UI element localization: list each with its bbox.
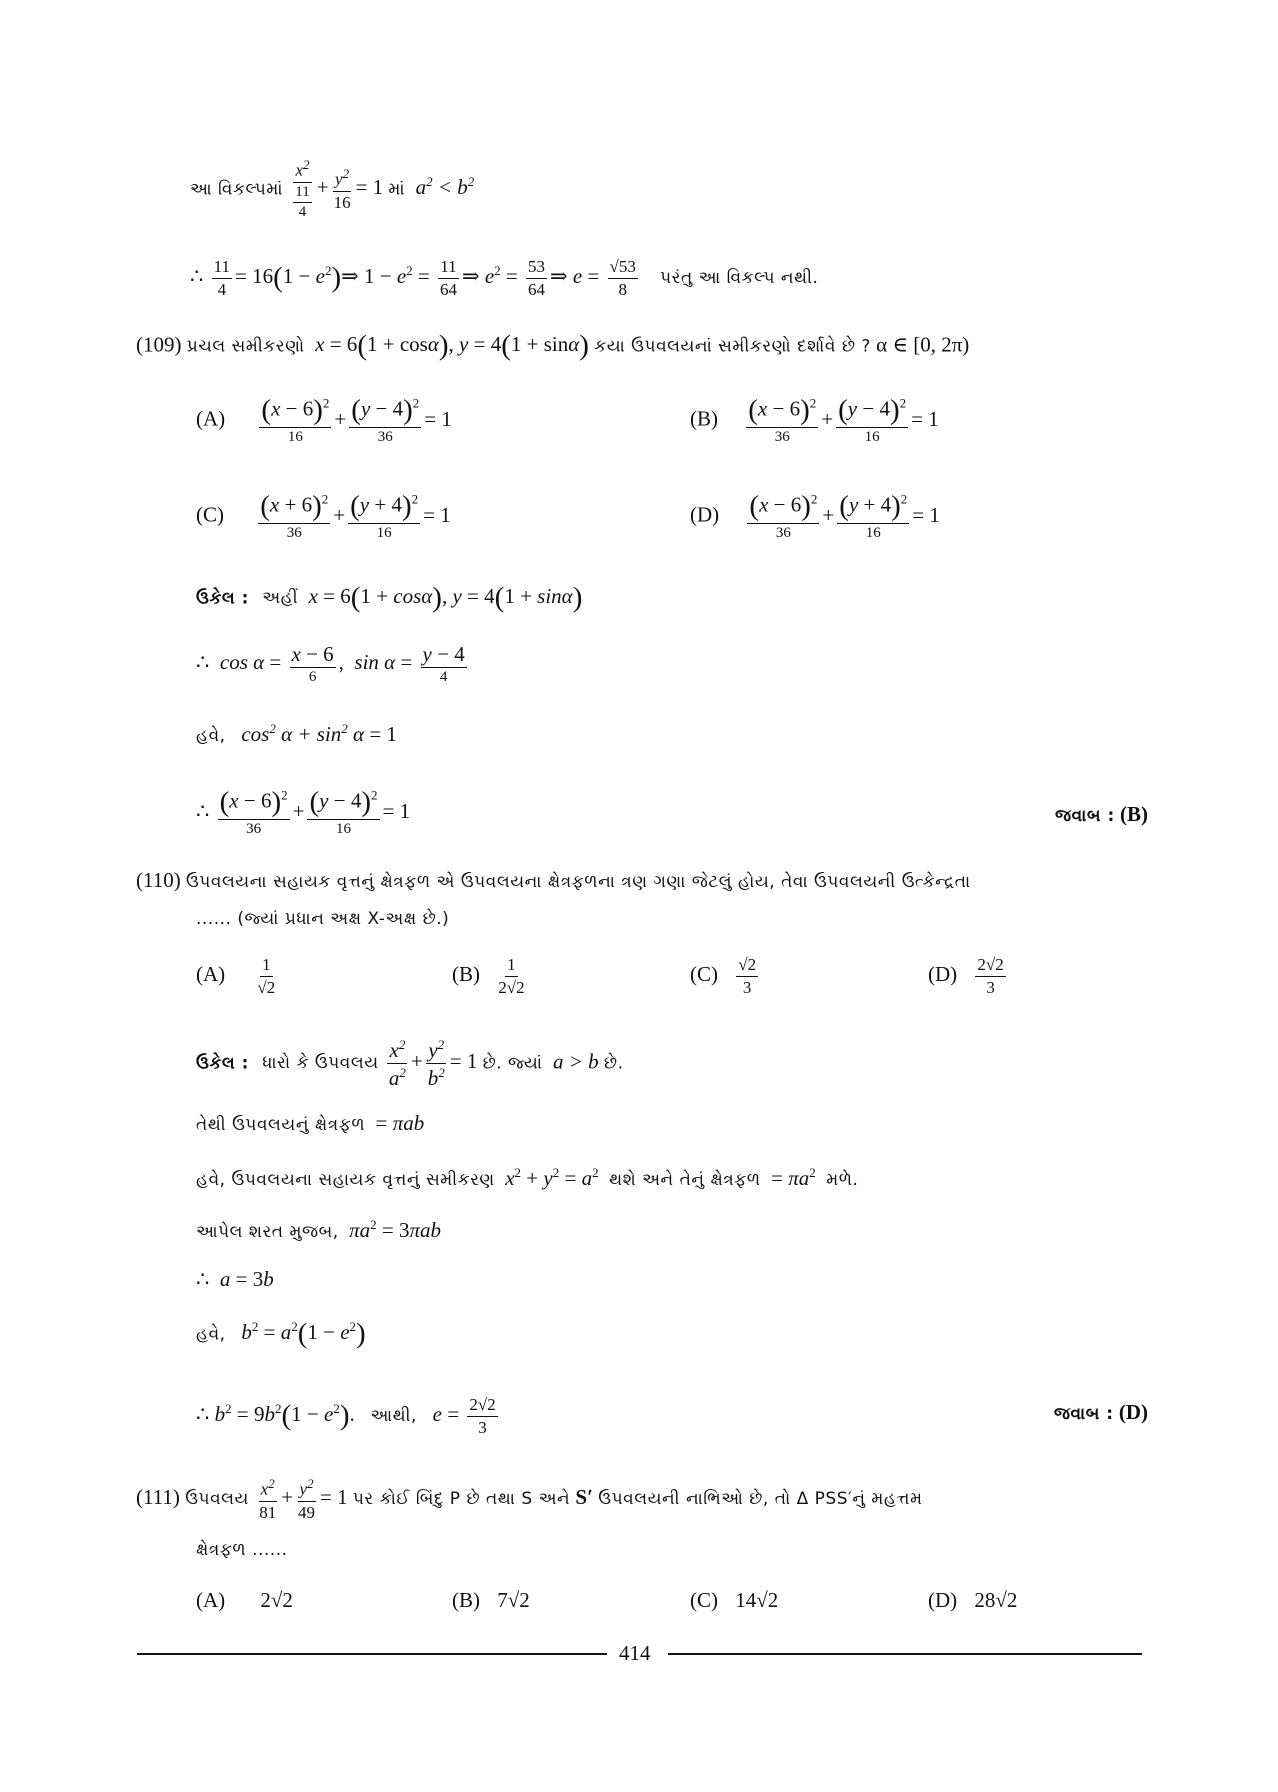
q109-solution-label: ઉકેલ : <box>196 588 249 609</box>
q111-option-c-value: 14√2 <box>735 1588 779 1612</box>
q109-stem <box>136 332 969 361</box>
q110-sol-6: હવે, <box>196 1324 226 1345</box>
q110-sol-7: આથી, <box>370 1406 417 1427</box>
q110-answer <box>1054 1400 1148 1425</box>
q110-option-a-math: $\frac{1}{√2}$ <box>257 955 276 997</box>
q110-text-1: ઉપવલયના સહાયક વૃત્તનું ક્ષેત્રફળ એ ઉપવલયના ક્ષેત્રફળના ત્રણ ગણા જેટલું હોય, તેવા ઉપવલયની ઉત્કેન્દ્રતા <box>185 872 971 892</box>
q109-option-b-label: (B) <box>690 406 718 431</box>
q110-sol-2: તેથી ઉપવલયનું ક્ષેત્રફળ <box>196 1115 366 1135</box>
q110-sol-1-eq: $\frac{x^2}{a^2}$ + $\frac{y^2}{b^2}$ = 1 <box>388 1037 478 1091</box>
q110-text-2: ...... (જ્યાં પ્રધાન અક્ષ X-અક્ષ છે.) <box>196 909 450 929</box>
q109-option-b-math: $\frac{(x - 6)^2}{36}$ + $\frac{(y - 4)^2}{16}$ = 1 <box>748 394 939 445</box>
q110-sol-1-cond: a > b <box>547 1049 599 1074</box>
q110-sol-1a: ધારો કે ઉપવલય <box>262 1053 379 1074</box>
q109-answer-value: (B) <box>1120 802 1148 826</box>
q109-lead: પ્રચલ સમીકરણો <box>186 336 305 357</box>
q111-s-prime: S′ <box>575 1484 594 1509</box>
q109-number: (109) <box>136 332 182 357</box>
q109-answer <box>1055 802 1148 827</box>
q109-option-a-label: (A) <box>196 406 226 431</box>
q110-sol-1c: છે. <box>603 1053 624 1074</box>
q110-stem-line-2 <box>196 907 449 928</box>
q111-mid2: ઉપવલયની નાભિઓ છે, તો Δ PSS′નું મહત્તમ <box>598 1488 923 1509</box>
q109-now-label: હવે, <box>196 726 226 746</box>
top-line-1-math: $\frac{x^2}{\frac{11}{4}}$ + $\frac{y^2}{16}$ = 1 <box>295 157 389 221</box>
q111-equation: $\frac{x^2}{81}$ + $\frac{y^2}{49}$ = 1 <box>259 1476 348 1522</box>
q111-stem-line-1 <box>136 1477 923 1521</box>
q111-option-a-label: (A) <box>196 1588 226 1612</box>
q110-sol-7-result: e = $\frac{2√2}{3}$ <box>432 1395 496 1437</box>
q111-option-a <box>196 1588 293 1613</box>
q109-solution-here: અહીં <box>262 588 299 609</box>
q109-solution-line-4 <box>196 788 410 838</box>
q110-solution-line-6 <box>196 1320 366 1349</box>
q109-option-a <box>196 396 452 446</box>
q109-option-d <box>690 492 940 542</box>
q109-option-a-math: $\frac{(x - 6)^2}{16}$ + $\frac{(y - 4)^2}{36}$ = 1 <box>261 394 452 445</box>
q110-sol-3-eq: $x^2 + y^2 = a^2$ <box>505 1165 599 1190</box>
q110-option-d-label: (D) <box>928 962 958 987</box>
q110-solution-line-7 <box>196 1396 501 1437</box>
q111-mid: પર કોઈ બિંદુ P છે તથા S અને <box>352 1488 571 1509</box>
q110-option-b-label: (B) <box>452 962 480 987</box>
q110-option-a-label: (A) <box>196 962 226 987</box>
q109-option-d-math: $\frac{(x - 6)^2}{36}$ + $\frac{(y + 4)^2}{16}$ = 1 <box>749 490 940 541</box>
q110-sol-2-eq: = πab <box>370 1111 425 1135</box>
q109-option-c <box>196 492 451 542</box>
q111-option-b-value: 7√2 <box>497 1588 530 1612</box>
footer-rule-left <box>137 1653 607 1655</box>
q111-option-b <box>452 1588 530 1613</box>
q110-sol-3a: હવે, ઉપવલયના સહાયક વૃત્તનું સમીકરણ <box>196 1170 495 1190</box>
q110-solution-line-3 <box>196 1166 858 1189</box>
q110-option-d-math: $\frac{2√2}{3}$ <box>977 955 1004 997</box>
q110-answer-value: (D) <box>1118 1400 1148 1424</box>
q110-sol-5-eq: ∴ a = 3b <box>196 1267 274 1291</box>
q109-solution-eq: x = 6(1 + cosα), y = 4(1 + sinα) <box>308 582 583 614</box>
q111-option-b-label: (B) <box>452 1588 480 1612</box>
q110-solution-line-2 <box>196 1113 424 1134</box>
top-line-1-mid: માં <box>388 179 406 200</box>
q110-option-c-label: (C) <box>690 962 718 987</box>
q109-solution-line-2 <box>196 643 470 686</box>
q110-solution-line-5 <box>196 1269 274 1290</box>
q110-option-b <box>452 956 530 997</box>
q110-sol-3-area: = $\pi a^2$ <box>765 1165 816 1190</box>
q110-option-c <box>690 956 761 997</box>
q110-sol-4: આપેલ શરત મુજબ, <box>196 1222 339 1242</box>
q109-equations: x = 6(1 + cosα), y = 4(1 + sinα) <box>315 330 589 362</box>
q109-option-c-label: (C) <box>196 502 224 527</box>
q110-sol-7-eq: ∴ $b^2 = 9b^2(1 - e^2)$. <box>196 1399 366 1432</box>
q109-option-c-math: $\frac{(x + 6)^2}{36}$ + $\frac{(y + 4)^2}{16}$ = 1 <box>260 490 451 541</box>
page-number: 414 <box>619 1641 651 1665</box>
q111-option-a-value: 2√2 <box>260 1588 293 1612</box>
q109-solution-line-3 <box>196 722 397 745</box>
q111-option-d <box>928 1588 1017 1613</box>
q109-mid: કયા ઉપવલયનાં સમીકરણો દર્શાવે છે ? <box>594 336 871 357</box>
q109-option-b <box>690 396 939 446</box>
q109-final-eq: ∴ $\frac{(x - 6)^2}{36}$ + $\frac{(y - 4)^2}{16}$ = 1 <box>196 786 411 837</box>
q110-sol-6-eq: $b^2 = a^2(1 - e^2)$ <box>241 1318 366 1350</box>
q110-sol-1b: છે. જ્યાં <box>482 1053 543 1074</box>
q110-sol-3c: મળે. <box>826 1170 859 1190</box>
q109-range: α ∈ [0, 2π) <box>876 332 970 357</box>
q111-option-d-label: (D) <box>928 1588 958 1612</box>
q110-stem-line-1 <box>136 870 971 891</box>
q109-identity: $\cos^2 \alpha + \sin^2 \alpha = 1$ <box>230 721 397 746</box>
top-line-2-math: ∴ $\frac{11}{4}$ = $16(1 - e^2)\Rightarrow$ $1 - e^2$ = $\frac{11}{64}$ ⇒ $e^2$ = $\frac{53}{64}$ ⇒ e = $\frac{√53}{8}$ <box>190 257 636 299</box>
footer-rule-right <box>668 1653 1142 1655</box>
q110-answer-label: જવાબ : <box>1053 1404 1114 1424</box>
q111-text-2: ક્ષેત્રફળ ...... <box>196 1540 288 1560</box>
q110-option-d <box>928 956 1009 997</box>
top-line-1-text: આ વિકલ્પમાં <box>190 179 284 200</box>
q110-solution-line-1 <box>196 1038 623 1089</box>
q111-number: (111) <box>136 1484 180 1509</box>
q109-solution-trig: ∴ cos α = $\frac{x - 6}{6}$ , sin α = $\frac{y - 4}{4}$ <box>196 642 465 686</box>
q110-solution-line-4 <box>196 1218 441 1241</box>
q111-option-c <box>690 1588 778 1613</box>
q110-option-c-math: $\frac{√2}{3}$ <box>738 955 757 997</box>
top-line-1-cond: $a^2 < b^2$ <box>410 174 475 200</box>
q111-option-c-label: (C) <box>690 1588 718 1612</box>
q110-solution-label: ઉકેલ : <box>196 1053 249 1074</box>
q110-sol-4-eq: $\pi a^2 = 3\pi ab$ <box>349 1217 442 1242</box>
q111-stem-line-2 <box>196 1538 288 1559</box>
q111-option-d-value: 28√2 <box>974 1588 1018 1612</box>
q109-option-d-label: (D) <box>690 502 720 527</box>
q110-number: (110) <box>136 868 181 892</box>
top-line-1 <box>190 158 474 221</box>
q110-option-b-math: $\frac{1}{2√2}$ <box>498 955 525 997</box>
q110-option-a <box>196 956 280 997</box>
q110-sol-3b: થશે અને તેનું ક્ષેત્રફળ <box>609 1170 761 1190</box>
q109-answer-label: જવાબ : <box>1055 806 1115 826</box>
top-line-2 <box>190 258 818 299</box>
top-line-2-text: પરંતુ આ વિકલ્પ નથી. <box>660 268 819 289</box>
q111-lead: ઉપવલય <box>185 1488 249 1509</box>
q109-solution-line-1 <box>196 584 582 613</box>
